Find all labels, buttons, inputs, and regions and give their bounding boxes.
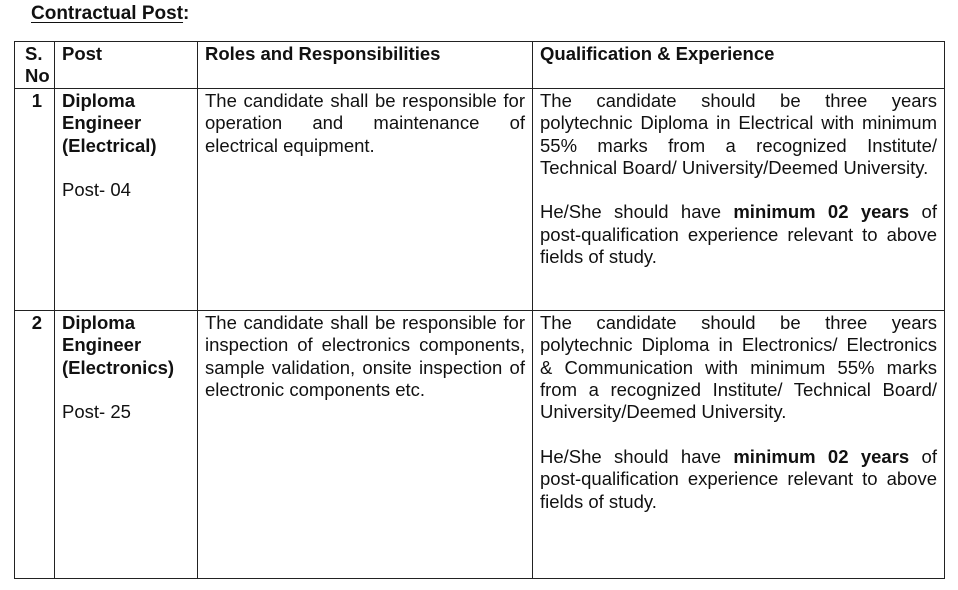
header-sno: S. No (15, 42, 55, 89)
qualification-text: The candidate should be three years polytechnic Diploma in Electronics/ Electronics & Communication with minimum 55% marks from a recognized Institute/ Technical Board/ University/Deemed University. (540, 311, 937, 423)
row-sno: 2 (15, 310, 55, 578)
header-qualification: Qualification & Experience (533, 42, 945, 89)
row-post (55, 88, 198, 310)
table-row (15, 310, 945, 578)
experience-pre: He/She should have (540, 445, 734, 467)
contractual-post-table (14, 41, 945, 579)
row-qualification (533, 310, 945, 578)
section-heading-colon: : (183, 3, 190, 24)
section-heading-text: Contractual Post (31, 3, 184, 24)
section-heading (31, 3, 189, 25)
experience-text (540, 201, 937, 268)
table-header-row (15, 42, 945, 89)
post-count: Post- 04 (62, 179, 131, 201)
qualification-text: The candidate should be three years polytechnic Diploma in Electrical with minimum 55% marks from a recognized Institute/ Technical Board/ University/Deemed University. (540, 89, 937, 179)
post-count: Post- 25 (62, 401, 131, 423)
row-post (55, 310, 198, 578)
post-title-line1: Diploma (62, 89, 135, 111)
experience-post: of post-qualification experience relevant to above fields of study. (540, 445, 937, 512)
experience-text (540, 446, 937, 513)
row-roles: The candidate shall be responsible for operation and maintenance of electrical equipment. (198, 88, 533, 310)
experience-bold: minimum 02 years (733, 201, 910, 223)
row-roles: The candidate shall be responsible for inspection of electronics components, sample validation, onsite inspection of electronic components etc. (198, 310, 533, 578)
row-qualification (533, 88, 945, 310)
row-sno: 1 (15, 88, 55, 310)
post-title-line3: (Electrical) (62, 134, 157, 156)
experience-pre: He/She should have (540, 201, 734, 223)
experience-post: of post-qualification experience relevant to above fields of study. (540, 201, 937, 268)
table-row (15, 88, 945, 310)
post-title-line2: Engineer (62, 334, 142, 356)
experience-bold: minimum 02 years (733, 445, 910, 467)
post-title-line3: (Electronics) (62, 356, 175, 378)
header-roles: Roles and Responsibilities (198, 42, 533, 89)
post-title-line1: Diploma (62, 311, 135, 333)
post-title-line2: Engineer (62, 112, 142, 134)
header-post: Post (55, 42, 198, 89)
